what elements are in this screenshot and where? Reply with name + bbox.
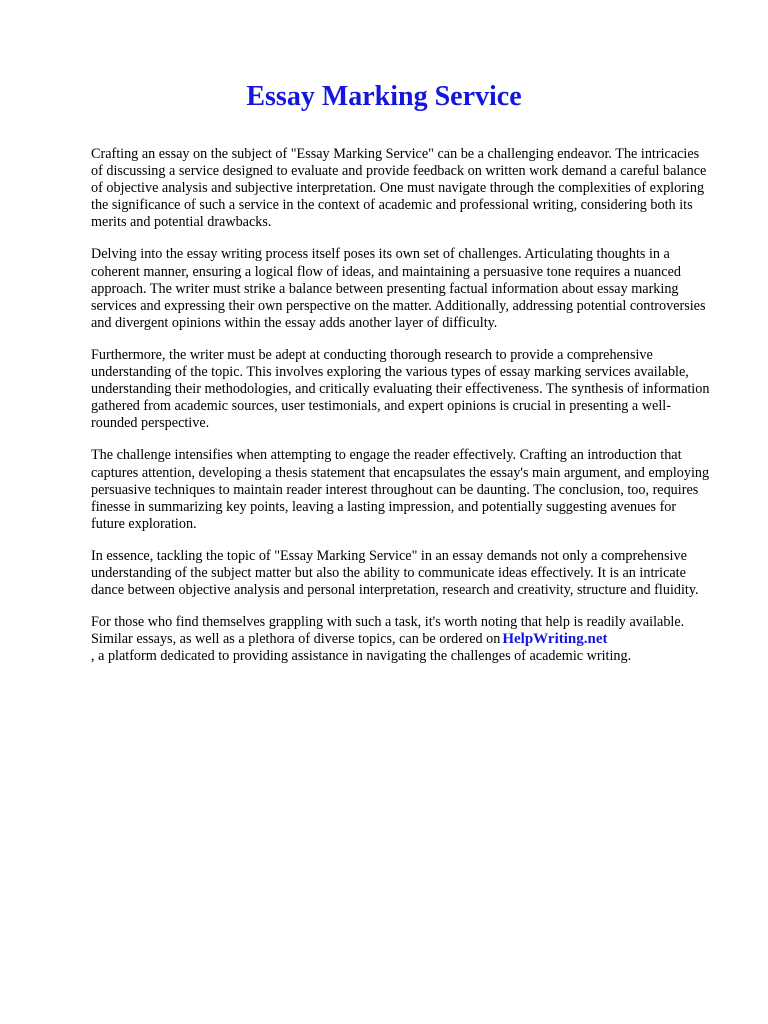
helpwriting-link[interactable]: HelpWriting.net: [502, 631, 608, 648]
paragraph-2: Delving into the essay writing process itself poses its own set of challenges. Articulating thoughts in a coherent manner, ensuring a logical flow of ideas, and maintaining a persuasive tone requires a nuanced approach. The writer must strike a balance between presenting factual information about essay marking services and expressing their own perspective on the matter. Additionally, addressing potential controversies and divergent opinions within the essay adds another layer of difficulty.: [91, 246, 706, 331]
paragraph-3: Furthermore, the writer must be adept at conducting thorough research to provide a comprehensive understanding of the topic. This involves exploring the various types of essay marking services available, understanding their methodologies, and critically evaluating their effectiveness. The synthesis of information gathered from academic sources, user testimonials, and expert opinions is crucial in presenting a well-rounded perspective.: [91, 346, 710, 432]
paragraph-6-lead-text: For those who find themselves grappling with such a task, it's worth noting that help is readily available. Similar essays, as well as a plethora of diverse topics, can be ordered on: [91, 614, 685, 648]
paragraph-4: The challenge intensifies when attempting to engage the reader effectively. Crafting an introduction that captures attention, developing a thesis statement that encapsulates the essay's main argument, and employing persuasive techniques to maintain reader interest throughout can be daunting. The conclusion, too, requires finesse in summarizing key points, leaving a lasting impression, and potentially suggesting avenues for future exploration.: [91, 447, 710, 532]
paragraph-6-trailing-text: , a platform dedicated to providing assistance in navigating the challenges of academic writing.: [91, 648, 632, 665]
document-title: Essay Marking Service: [246, 81, 522, 112]
paragraph-1: Crafting an essay on the subject of "Essay Marking Service" can be a challenging endeavor. The intricacies of discussing a service designed to evaluate and provide feedback on written work demand a careful balance of objective analysis and subjective interpretation. One must navigate through the complexities of exploring the significance of such a service in the context of academic and professional writing, considering both its merits and potential drawbacks.: [91, 146, 707, 231]
paragraph-5: In essence, tackling the topic of "Essay Marking Service" in an essay demands not only a comprehensive understanding of the subject matter but also the ability to communicate ideas effectively. It is an intricate dance between objective analysis and personal interpretation, research and creativity, structure and fluidity.: [91, 547, 699, 599]
paragraph-6: [91, 614, 711, 665]
document-body: [91, 146, 711, 680]
